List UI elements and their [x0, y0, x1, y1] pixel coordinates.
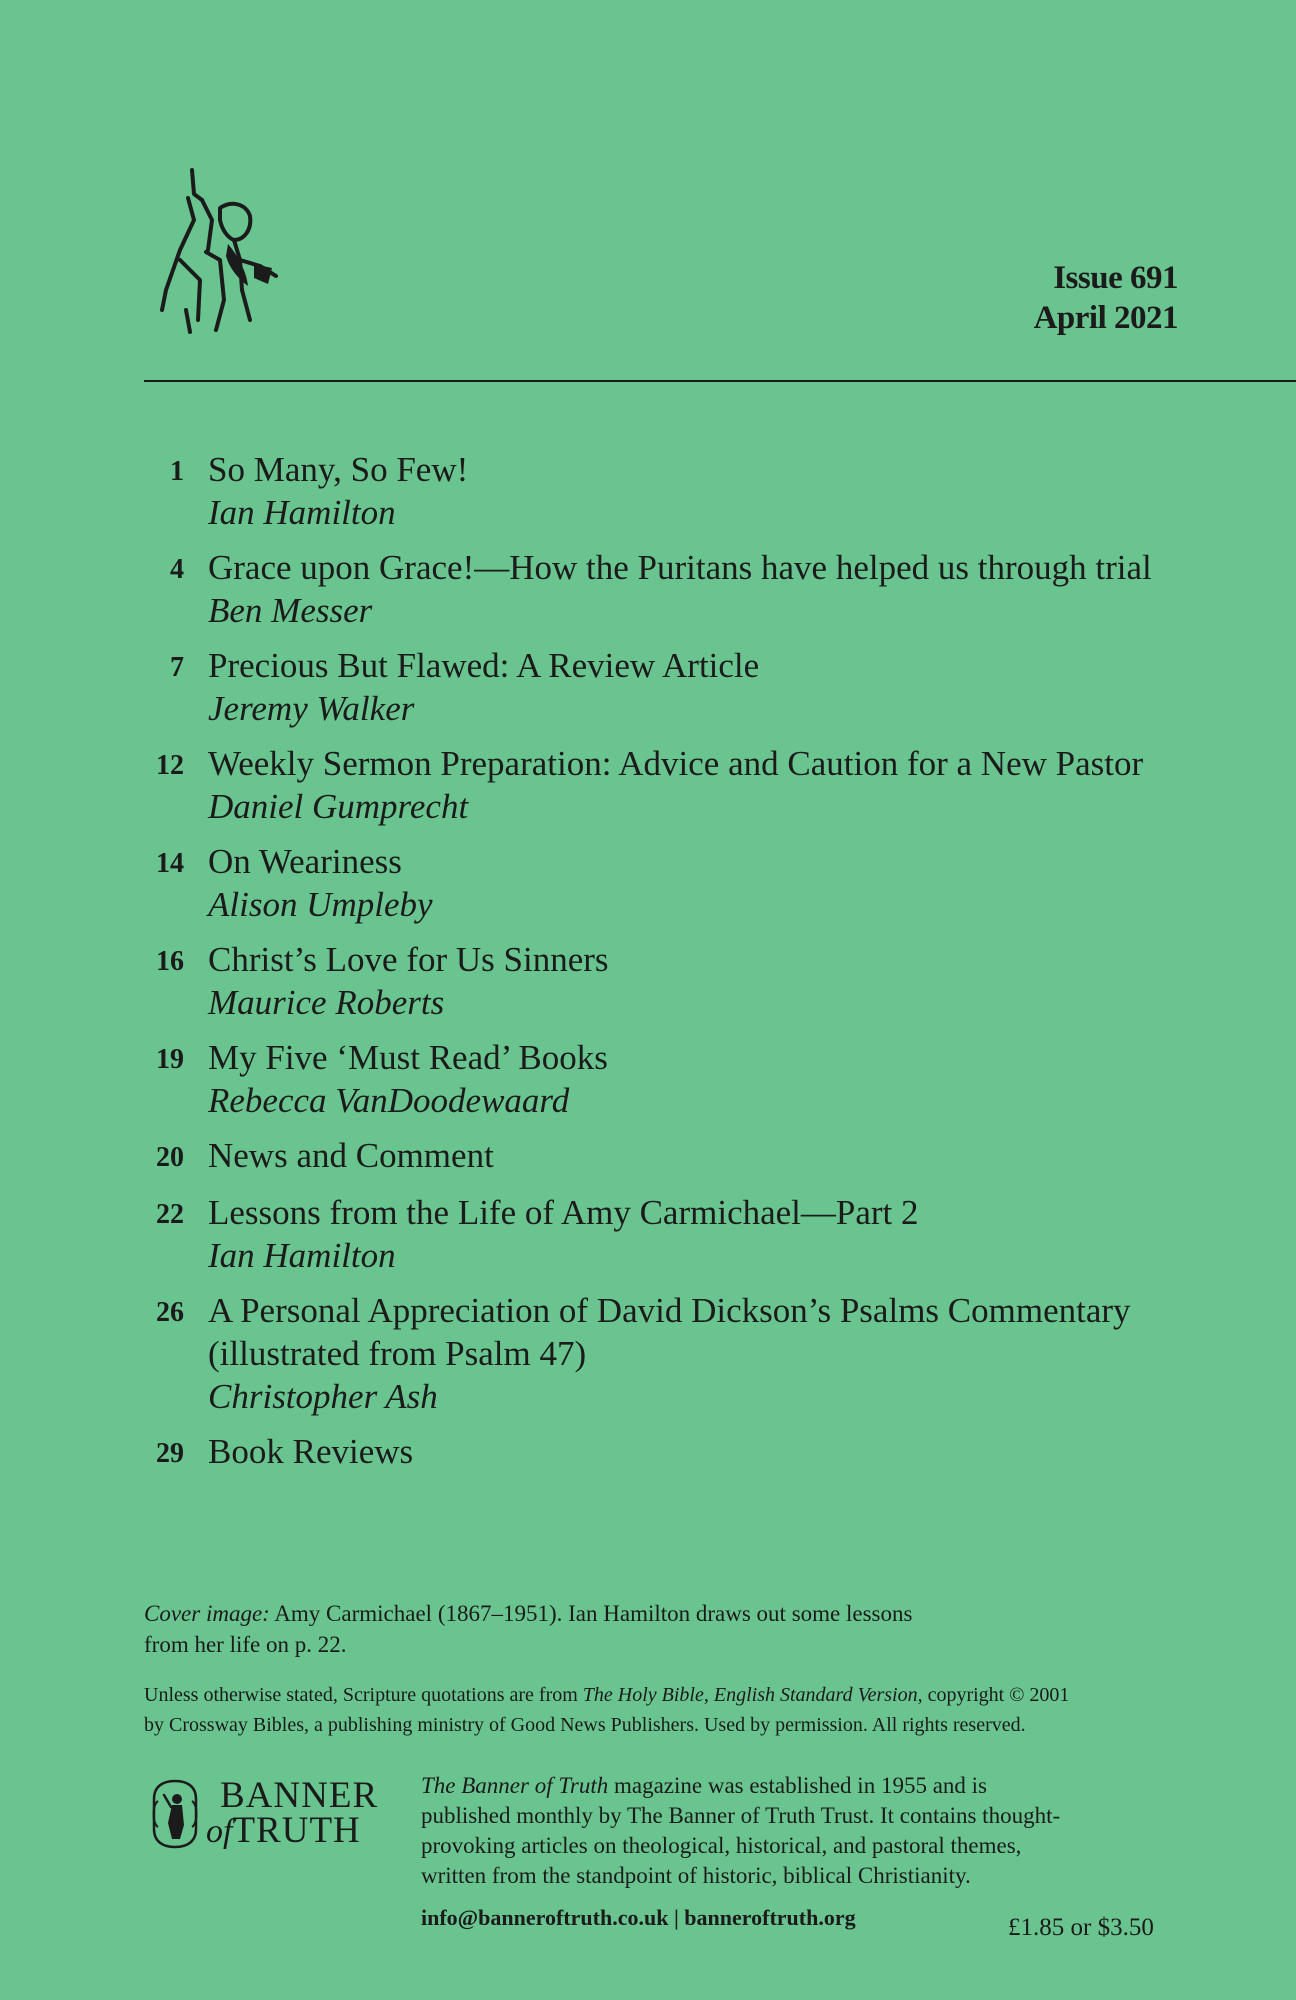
toc-page-number: 19 [156, 1044, 184, 1075]
toc-title: Book Reviews [208, 1432, 414, 1471]
toc-author: Christopher Ash [208, 1377, 438, 1416]
banner-logo-of: of [206, 1813, 233, 1850]
toc-entry[interactable] [140, 1191, 1240, 1277]
contact-info [421, 1905, 856, 1931]
issue-info [1034, 258, 1178, 338]
magazine-name: The Banner of Truth [421, 1773, 609, 1798]
toc-page-number: 14 [156, 848, 184, 879]
toc-page-number: 1 [170, 456, 184, 487]
banner-logo-truth: TRUTH [232, 1810, 361, 1851]
header-divider [144, 380, 1296, 382]
issue-date: April 2021 [1033, 300, 1178, 336]
toc-entry[interactable] [140, 1134, 1240, 1179]
banner-logo-word: BANNER [220, 1775, 379, 1816]
about-text: written from the standpoint of historic, biblical Christianity. [421, 1863, 971, 1888]
about-text: magazine was established in 1955 and is [608, 1773, 987, 1798]
table-of-contents [140, 448, 1240, 1487]
contact-separator: | [668, 1905, 685, 1930]
toc-entry[interactable] [140, 1036, 1240, 1122]
toc-title: A Personal Appreciation of David Dickson’s Psalms Commentary [208, 1291, 1131, 1330]
toc-entry[interactable] [140, 644, 1240, 730]
toc-author: Alison Umpleby [208, 885, 433, 924]
email-link[interactable]: info@banneroftruth.co.uk [421, 1905, 669, 1930]
toc-entry[interactable] [140, 742, 1240, 828]
bible-version: The Holy Bible, English Standard Version, [582, 1684, 923, 1706]
banner-emblem-icon [148, 1777, 202, 1851]
toc-author: Daniel Gumprecht [208, 787, 469, 826]
toc-author: Ben Messer [208, 591, 373, 630]
toc-page-number: 20 [156, 1142, 184, 1173]
toc-author: Maurice Roberts [208, 983, 445, 1022]
toc-page-number: 7 [170, 652, 184, 683]
toc-author: Rebecca VanDoodewaard [208, 1081, 570, 1120]
website-link[interactable]: banneroftruth.org [684, 1905, 856, 1930]
banner-of-truth-logo [148, 1775, 393, 1855]
toc-title: Lessons from the Life of Amy Carmichael—Part 2 [208, 1193, 919, 1232]
toc-title-continued: (illustrated from Psalm 47) [208, 1334, 587, 1373]
about-magazine [421, 1771, 1201, 1891]
toc-page-number: 22 [156, 1199, 184, 1230]
toc-entry[interactable] [140, 1289, 1240, 1418]
toc-author: Ian Hamilton [208, 1236, 396, 1275]
toc-title: Precious But Flawed: A Review Article [208, 646, 760, 685]
toc-page-number: 16 [156, 946, 184, 977]
toc-entry[interactable] [140, 1430, 1240, 1475]
toc-title: Christ’s Love for Us Sinners [208, 940, 609, 979]
toc-entry[interactable] [140, 840, 1240, 926]
preacher-logo-icon [150, 160, 300, 340]
toc-page-number: 4 [170, 554, 184, 585]
toc-author: Ian Hamilton [208, 493, 396, 532]
cover-image-note [144, 1598, 1044, 1660]
about-text: provoking articles on theological, historical, and pastoral themes, [421, 1833, 1022, 1858]
toc-entry[interactable] [140, 938, 1240, 1024]
toc-title: News and Comment [208, 1136, 494, 1175]
price: £1.85 or $3.50 [1008, 1914, 1154, 1941]
cover-note-text-continued: from her life on p. 22. [144, 1632, 347, 1657]
toc-entry[interactable] [140, 448, 1240, 534]
scripture-notice [144, 1680, 1214, 1740]
toc-title: Weekly Sermon Preparation: Advice and Caution for a New Pastor [208, 744, 1144, 783]
toc-entry[interactable] [140, 546, 1240, 632]
toc-page-number: 29 [156, 1438, 184, 1469]
toc-page-number: 26 [156, 1297, 184, 1328]
about-text: published monthly by The Banner of Truth Trust. It contains thought- [421, 1803, 1061, 1828]
cover-note-text: Amy Carmichael (1867–1951). Ian Hamilton draws out some lessons [269, 1601, 913, 1626]
cover-note-label: Cover image: [144, 1601, 270, 1626]
scripture-copyright: copyright © 2001 [922, 1684, 1070, 1706]
scripture-text-continued: by Crossway Bibles, a publishing ministry of Good News Publishers. Used by permission. All rights reserved. [144, 1714, 1026, 1736]
scripture-text: Unless otherwise stated, Scripture quotations are from [144, 1684, 583, 1706]
toc-title: On Weariness [208, 842, 402, 881]
toc-author: Jeremy Walker [208, 689, 415, 728]
issue-number: Issue 691 [1053, 260, 1178, 296]
toc-page-number: 12 [156, 750, 184, 781]
toc-title: Grace upon Grace!—How the Puritans have helped us through trial [208, 548, 1152, 587]
toc-title: My Five ‘Must Read’ Books [208, 1038, 608, 1077]
toc-title: So Many, So Few! [208, 450, 469, 489]
